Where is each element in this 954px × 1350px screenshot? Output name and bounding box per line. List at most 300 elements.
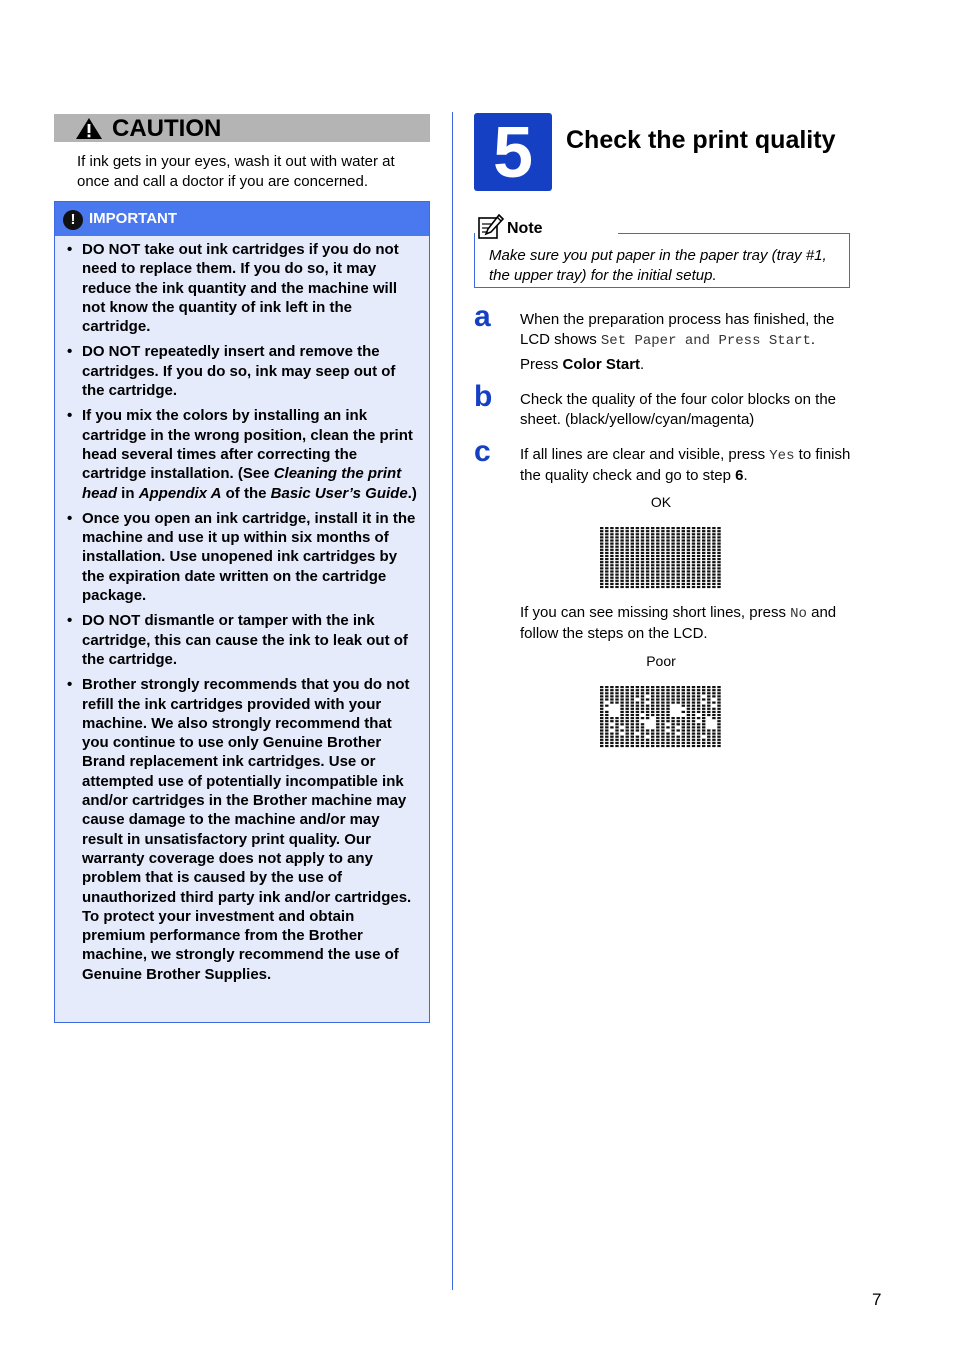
pattern-line bbox=[651, 577, 654, 579]
pattern-line bbox=[626, 533, 629, 535]
pattern-line bbox=[651, 539, 654, 541]
pattern-line bbox=[636, 561, 639, 563]
pattern-line bbox=[605, 580, 608, 582]
pattern-line bbox=[697, 736, 700, 738]
pattern-line bbox=[600, 705, 603, 707]
pattern-line bbox=[600, 549, 603, 551]
pattern-line bbox=[600, 583, 603, 585]
pattern-line bbox=[717, 583, 720, 585]
pattern-line bbox=[656, 530, 659, 532]
step-letter-a: a bbox=[474, 300, 491, 333]
pattern-line bbox=[615, 726, 618, 728]
pattern-line bbox=[671, 536, 674, 538]
pattern-line bbox=[610, 574, 613, 576]
pattern-line bbox=[677, 586, 680, 588]
pattern-line bbox=[605, 705, 608, 707]
pattern-line bbox=[697, 555, 700, 557]
pattern-line bbox=[610, 583, 613, 585]
pattern-line bbox=[697, 549, 700, 551]
pattern-line bbox=[656, 726, 659, 728]
pattern-line bbox=[697, 723, 700, 725]
pattern-line bbox=[605, 726, 608, 728]
pattern-line bbox=[687, 533, 690, 535]
pattern-line bbox=[615, 692, 618, 694]
pattern-line bbox=[712, 527, 715, 529]
pattern-line bbox=[605, 561, 608, 563]
pattern-line bbox=[712, 580, 715, 582]
pattern-line bbox=[600, 574, 603, 576]
pattern-line bbox=[620, 543, 623, 545]
pattern-line bbox=[646, 546, 649, 548]
pattern-line bbox=[682, 552, 685, 554]
pattern-line bbox=[615, 555, 618, 557]
pattern-line bbox=[656, 580, 659, 582]
pattern-line bbox=[646, 543, 649, 545]
pattern-line bbox=[646, 692, 649, 694]
pattern-line bbox=[631, 745, 634, 747]
pattern-line bbox=[610, 733, 613, 735]
pattern-line bbox=[615, 695, 618, 697]
pattern-line bbox=[707, 567, 710, 569]
pattern-line bbox=[615, 558, 618, 560]
pattern-line bbox=[646, 745, 649, 747]
pattern-line bbox=[666, 736, 669, 738]
pattern-line bbox=[651, 739, 654, 741]
pattern-line bbox=[600, 698, 603, 700]
pattern-line bbox=[620, 742, 623, 744]
pattern-line bbox=[636, 708, 639, 710]
page-number: 7 bbox=[872, 1290, 882, 1309]
pattern-line bbox=[712, 533, 715, 535]
pattern-line bbox=[692, 705, 695, 707]
pattern-line bbox=[631, 733, 634, 735]
pattern-line bbox=[677, 570, 680, 572]
pattern-line bbox=[615, 736, 618, 738]
pattern-line bbox=[636, 555, 639, 557]
lcd-message: Set Paper and Press Start bbox=[600, 333, 811, 349]
pattern-line bbox=[692, 539, 695, 541]
pattern-line bbox=[600, 689, 603, 691]
pattern-line bbox=[661, 570, 664, 572]
pattern-line bbox=[641, 536, 644, 538]
pattern-line bbox=[666, 742, 669, 744]
pattern-line bbox=[717, 717, 720, 719]
pattern-line bbox=[631, 586, 634, 588]
pattern-line bbox=[636, 720, 639, 722]
pattern-line bbox=[651, 570, 654, 572]
pattern-line bbox=[692, 698, 695, 700]
pattern-line bbox=[646, 739, 649, 741]
pattern-line bbox=[615, 549, 618, 551]
pattern-line bbox=[641, 586, 644, 588]
list-item: • If you mix the colors by installing an ink cartridge in the wrong position, clean the print head several times after correcting the cartridge installation. (See Cleaning the print head in Appendix A of the Basic User’s Guide.) bbox=[55, 406, 429, 502]
pattern-line bbox=[712, 714, 715, 716]
pattern-line bbox=[610, 726, 613, 728]
pattern-line bbox=[661, 555, 664, 557]
pattern-line bbox=[620, 530, 623, 532]
pattern-line bbox=[666, 726, 669, 728]
pattern-line bbox=[636, 745, 639, 747]
pattern-line bbox=[702, 717, 705, 719]
pattern-line bbox=[717, 742, 720, 744]
pattern-line bbox=[712, 539, 715, 541]
pattern-line bbox=[712, 729, 715, 731]
pattern-line bbox=[626, 698, 629, 700]
pattern-line bbox=[641, 533, 644, 535]
pattern-line bbox=[631, 552, 634, 554]
pattern-line bbox=[636, 530, 639, 532]
pattern-line bbox=[687, 577, 690, 579]
pattern-line bbox=[646, 570, 649, 572]
pattern-line bbox=[600, 695, 603, 697]
pattern-line bbox=[671, 580, 674, 582]
pattern-line bbox=[600, 555, 603, 557]
pattern-line bbox=[641, 745, 644, 747]
pattern-line bbox=[656, 552, 659, 554]
pattern-line bbox=[712, 570, 715, 572]
pattern-line bbox=[631, 564, 634, 566]
pattern-line bbox=[717, 708, 720, 710]
pattern-line bbox=[666, 549, 669, 551]
pattern-line bbox=[620, 686, 623, 688]
pattern-line bbox=[702, 723, 705, 725]
pattern-line bbox=[646, 586, 649, 588]
pattern-line bbox=[671, 586, 674, 588]
pattern-line bbox=[692, 708, 695, 710]
pattern-line bbox=[692, 530, 695, 532]
pattern-line bbox=[666, 536, 669, 538]
pattern-line bbox=[692, 745, 695, 747]
pattern-line bbox=[666, 705, 669, 707]
pattern-line bbox=[677, 717, 680, 719]
pattern-line bbox=[615, 561, 618, 563]
pattern-line bbox=[707, 708, 710, 710]
pattern-line bbox=[626, 539, 629, 541]
pattern-line bbox=[615, 720, 618, 722]
pattern-line bbox=[682, 586, 685, 588]
pattern-line bbox=[707, 583, 710, 585]
pattern-line bbox=[702, 577, 705, 579]
pattern-line bbox=[717, 530, 720, 532]
pattern-line bbox=[697, 530, 700, 532]
pattern-line bbox=[636, 695, 639, 697]
pattern-line bbox=[707, 558, 710, 560]
pattern-line bbox=[697, 708, 700, 710]
pattern-line bbox=[687, 530, 690, 532]
pattern-line bbox=[651, 711, 654, 713]
pattern-line bbox=[666, 558, 669, 560]
pattern-line bbox=[610, 745, 613, 747]
important-box bbox=[54, 201, 430, 1023]
pattern-line bbox=[651, 583, 654, 585]
pattern-line bbox=[661, 692, 664, 694]
pattern-line bbox=[682, 742, 685, 744]
pattern-line bbox=[666, 564, 669, 566]
pattern-line bbox=[600, 561, 603, 563]
pattern-line bbox=[677, 577, 680, 579]
pattern-line bbox=[651, 558, 654, 560]
pattern-line bbox=[697, 739, 700, 741]
pattern-line bbox=[682, 536, 685, 538]
pattern-line bbox=[626, 527, 629, 529]
pattern-line bbox=[620, 527, 623, 529]
pattern-line bbox=[666, 711, 669, 713]
pattern-line bbox=[666, 555, 669, 557]
pattern-line bbox=[631, 549, 634, 551]
pattern-line bbox=[697, 705, 700, 707]
pattern-line bbox=[636, 686, 639, 688]
pattern-line bbox=[687, 558, 690, 560]
poor-caption: Poor bbox=[646, 653, 676, 669]
pattern-line bbox=[620, 720, 623, 722]
pattern-line bbox=[641, 739, 644, 741]
pattern-line bbox=[661, 549, 664, 551]
pattern-line bbox=[600, 552, 603, 554]
pattern-line bbox=[702, 739, 705, 741]
pattern-line bbox=[610, 527, 613, 529]
pattern-line bbox=[687, 729, 690, 731]
pattern-line bbox=[661, 726, 664, 728]
pattern-line bbox=[666, 708, 669, 710]
pattern-line bbox=[636, 577, 639, 579]
pattern-line bbox=[707, 577, 710, 579]
pattern-line bbox=[697, 733, 700, 735]
pattern-line bbox=[687, 549, 690, 551]
pattern-line bbox=[605, 717, 608, 719]
pattern-line bbox=[615, 527, 618, 529]
pattern-line bbox=[687, 692, 690, 694]
pattern-line bbox=[707, 686, 710, 688]
pattern-line bbox=[641, 726, 644, 728]
pattern-line bbox=[692, 586, 695, 588]
pattern-line bbox=[651, 549, 654, 551]
pattern-line bbox=[651, 729, 654, 731]
pattern-line bbox=[631, 580, 634, 582]
pattern-line bbox=[641, 577, 644, 579]
pattern-line bbox=[712, 733, 715, 735]
pattern-line bbox=[697, 546, 700, 548]
pattern-line bbox=[626, 742, 629, 744]
pattern-line bbox=[697, 586, 700, 588]
lcd-option-no: No bbox=[790, 606, 807, 622]
pattern-line bbox=[666, 717, 669, 719]
pattern-line bbox=[702, 686, 705, 688]
pattern-line bbox=[651, 692, 654, 694]
pattern-line bbox=[717, 552, 720, 554]
pattern-line bbox=[651, 561, 654, 563]
pattern-line bbox=[605, 549, 608, 551]
pattern-line bbox=[682, 546, 685, 548]
pattern-line bbox=[702, 574, 705, 576]
pattern-line bbox=[646, 574, 649, 576]
pattern-line bbox=[666, 533, 669, 535]
pattern-line bbox=[692, 702, 695, 704]
pattern-line bbox=[677, 686, 680, 688]
pattern-line bbox=[651, 714, 654, 716]
pattern-line bbox=[631, 729, 634, 731]
pattern-line bbox=[646, 564, 649, 566]
pattern-line bbox=[646, 552, 649, 554]
pattern-line bbox=[620, 586, 623, 588]
pattern-line bbox=[717, 692, 720, 694]
pattern-line bbox=[687, 714, 690, 716]
step-a-press: Press Color Start. bbox=[520, 356, 645, 373]
pattern-line bbox=[626, 561, 629, 563]
pattern-line bbox=[605, 533, 608, 535]
pattern-line bbox=[661, 543, 664, 545]
pattern-line bbox=[702, 546, 705, 548]
pattern-line bbox=[717, 570, 720, 572]
pattern-line bbox=[692, 567, 695, 569]
pattern-line bbox=[656, 717, 659, 719]
pattern-line bbox=[620, 736, 623, 738]
pattern-line bbox=[692, 580, 695, 582]
pattern-line bbox=[631, 723, 634, 725]
pattern-line bbox=[626, 552, 629, 554]
pattern-line bbox=[692, 583, 695, 585]
poor-test-pattern bbox=[600, 686, 723, 748]
pattern-line bbox=[692, 742, 695, 744]
pattern-line bbox=[605, 583, 608, 585]
pattern-line bbox=[651, 708, 654, 710]
pattern-line bbox=[600, 723, 603, 725]
pattern-line bbox=[671, 729, 674, 731]
pattern-line bbox=[610, 567, 613, 569]
pattern-line bbox=[605, 736, 608, 738]
pattern-line bbox=[702, 561, 705, 563]
pattern-line bbox=[697, 536, 700, 538]
pattern-line bbox=[682, 745, 685, 747]
pattern-line bbox=[626, 536, 629, 538]
pattern-line bbox=[697, 570, 700, 572]
pattern-line bbox=[697, 558, 700, 560]
pattern-line bbox=[697, 689, 700, 691]
pattern-line bbox=[636, 586, 639, 588]
pattern-line bbox=[671, 695, 674, 697]
pattern-line bbox=[656, 723, 659, 725]
pattern-line bbox=[661, 717, 664, 719]
pattern-line bbox=[661, 742, 664, 744]
pattern-line bbox=[631, 543, 634, 545]
pattern-line bbox=[682, 726, 685, 728]
step-letter-c: c bbox=[474, 435, 491, 468]
pattern-line bbox=[666, 567, 669, 569]
pattern-line bbox=[661, 580, 664, 582]
pattern-line bbox=[605, 530, 608, 532]
pattern-line bbox=[677, 739, 680, 741]
pattern-line bbox=[620, 567, 623, 569]
pattern-line bbox=[615, 739, 618, 741]
pattern-line bbox=[666, 689, 669, 691]
pattern-line bbox=[661, 723, 664, 725]
step-c-poor-text: If you can see missing short lines, press No and follow the steps on the LCD. bbox=[520, 604, 837, 642]
pattern-line bbox=[626, 723, 629, 725]
ok-caption: OK bbox=[650, 494, 672, 510]
pattern-line bbox=[656, 570, 659, 572]
pattern-line bbox=[600, 708, 603, 710]
pattern-line bbox=[646, 714, 649, 716]
pattern-line bbox=[682, 739, 685, 741]
pattern-line bbox=[620, 564, 623, 566]
pattern-line bbox=[687, 733, 690, 735]
pattern-line bbox=[717, 726, 720, 728]
pattern-line bbox=[677, 558, 680, 560]
pattern-line bbox=[651, 689, 654, 691]
pattern-line bbox=[661, 574, 664, 576]
pattern-line bbox=[666, 577, 669, 579]
pattern-line bbox=[661, 689, 664, 691]
pattern-line bbox=[646, 539, 649, 541]
pattern-line bbox=[610, 561, 613, 563]
pattern-line bbox=[717, 527, 720, 529]
pattern-line bbox=[651, 530, 654, 532]
pattern-line bbox=[636, 711, 639, 713]
pattern-line bbox=[615, 536, 618, 538]
pattern-line bbox=[661, 577, 664, 579]
pattern-line bbox=[610, 695, 613, 697]
pattern-line bbox=[656, 543, 659, 545]
pattern-line bbox=[687, 736, 690, 738]
pattern-line bbox=[666, 733, 669, 735]
pattern-line bbox=[656, 583, 659, 585]
pattern-line bbox=[615, 539, 618, 541]
pattern-line bbox=[631, 742, 634, 744]
pattern-line bbox=[600, 564, 603, 566]
pattern-line bbox=[717, 555, 720, 557]
pattern-line bbox=[631, 702, 634, 704]
pattern-line bbox=[707, 580, 710, 582]
pattern-line bbox=[600, 567, 603, 569]
pattern-line bbox=[687, 711, 690, 713]
important-list bbox=[55, 240, 429, 990]
note-divider bbox=[618, 233, 849, 234]
pattern-line bbox=[707, 695, 710, 697]
pattern-line bbox=[717, 736, 720, 738]
pattern-line bbox=[712, 555, 715, 557]
pattern-line bbox=[610, 702, 613, 704]
caution-header bbox=[54, 114, 430, 142]
pattern-line bbox=[646, 567, 649, 569]
pattern-line bbox=[692, 692, 695, 694]
pattern-line bbox=[636, 558, 639, 560]
pattern-line bbox=[615, 686, 618, 688]
pattern-line bbox=[702, 539, 705, 541]
pattern-line bbox=[687, 723, 690, 725]
pattern-line bbox=[656, 705, 659, 707]
pattern-line bbox=[717, 695, 720, 697]
pattern-line bbox=[605, 555, 608, 557]
pattern-line bbox=[600, 692, 603, 694]
pattern-line bbox=[682, 558, 685, 560]
pattern-line bbox=[656, 577, 659, 579]
pattern-line bbox=[651, 564, 654, 566]
pattern-line bbox=[605, 695, 608, 697]
pattern-line bbox=[615, 723, 618, 725]
pattern-line bbox=[682, 720, 685, 722]
pattern-line bbox=[626, 586, 629, 588]
pattern-line bbox=[646, 717, 649, 719]
pattern-line bbox=[712, 574, 715, 576]
pattern-line bbox=[692, 561, 695, 563]
pattern-line bbox=[605, 546, 608, 548]
pattern-line bbox=[600, 745, 603, 747]
step-a-text: When the preparation process has finished, the LCD shows Set Paper and Press Start. bbox=[520, 311, 835, 349]
pattern-line bbox=[666, 539, 669, 541]
pattern-line bbox=[605, 527, 608, 529]
pattern-line bbox=[636, 546, 639, 548]
pattern-line bbox=[707, 561, 710, 563]
pattern-line bbox=[615, 564, 618, 566]
